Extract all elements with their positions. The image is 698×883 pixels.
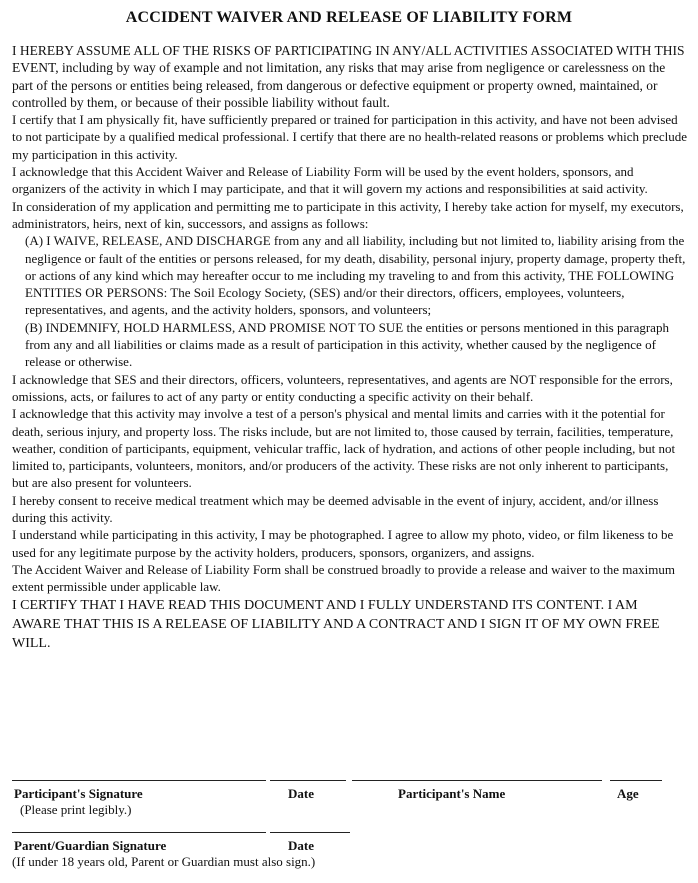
participant-signature-line[interactable]: [12, 780, 266, 781]
paragraph-photograph: I understand while participating in this activity, I may be photographed. I agree to allow my photo, video, or film likeness to be used for any legitimate purpose by the activity holders, producers, sponsors, organizers, and assigns.: [12, 527, 674, 560]
paragraph-medical-consent: I hereby consent to receive medical treatment which may be deemed advisable in the event of injury, accident, and/or illness during this activity.: [12, 492, 659, 526]
participant-signature-label: Participant's Signature: [14, 786, 143, 801]
paragraph-indemnify: (B) INDEMNIFY, HOLD HARMLESS, AND PROMISE NOT TO SUE the entities or persons mentioned in this paragraph from any and all liabilities or claims made as a result of participation in this activity, whether caused by the negligence of release or otherwise.: [25, 319, 669, 370]
form-title: ACCIDENT WAIVER AND RELEASE OF LIABILITY FORM: [125, 9, 573, 26]
paragraph-construed: The Accident Waiver and Release of Liability Form shall be construed broadly to provide a release and waiver to the maximum extent permissible under applicable law.: [12, 561, 675, 595]
paragraph-certify: I CERTIFY THAT I HAVE READ THIS DOCUMENT AND I FULLY UNDERSTAND ITS CONTENT. I AM AWARE THAT THIS IS A RELEASE OF LIABILITY AND A CONTRACT AND I SIGN IT OF MY OWN FREE WILL.: [12, 597, 660, 651]
participant-name-line[interactable]: [352, 780, 602, 781]
guardian-date-line[interactable]: [270, 832, 350, 833]
paragraph-acknowledge-form: I acknowledge that this Accident Waiver and Release of Liability Form will be used by the event holders, sponsors, and organizers of the activity in which I may participate, and that it will govern my actions and responsibilities at said activity.: [12, 164, 648, 197]
age-line[interactable]: [610, 780, 662, 781]
paragraph-risks: I acknowledge that this activity may involve a test of a person's physical and mental limits and carries with it the potential for death, serious injury, and property loss. The risks include, but are not limited to, those caused by terrain, facilities, temperature, weather, condition of participants, equipment, vehicular traffic, lack of hydration, and actions of other people including, but not limited to, participants, volunteers, monitors, and/or producers of the activity. These risks are not only inherent to participants, but are also present for volunteers.: [12, 406, 676, 491]
date-line[interactable]: [270, 780, 346, 781]
participant-name-label: Participant's Name: [398, 786, 506, 801]
guardian-signature-line[interactable]: [12, 832, 266, 833]
guardian-signature-label: Parent/Guardian Signature: [14, 838, 167, 853]
date-label: Date: [288, 786, 314, 801]
paragraph-consideration: In consideration of my application and permitting me to participate in this activity, I hereby take action for myself, my executors, administrators, heirs, next of kin, successors, and assigns as follows:: [12, 198, 684, 231]
guardian-note: (If under 18 years old, Parent or Guardian must also sign.): [12, 854, 316, 869]
paragraph-physically-fit: I certify that I am physically fit, have sufficiently prepared or trained for participation in this activity, and have not been advised to not participate by a qualified medical professional. I certify that there are no health-related reasons or problems which preclude my participation in this activity.: [12, 112, 688, 162]
age-label: Age: [617, 786, 639, 801]
form-body: [12, 42, 688, 653]
paragraph-waive-release: (A) I WAIVE, RELEASE, AND DISCHARGE from any and all liability, including but not limited to, liability arising from the negligence or fault of the entities or persons released, for my death, disability, personal injury, property damage, property theft, or actions of any kind which may hereafter occur to me including my traveling to and from this activity, THE FOLLOWING ENTITIES OR PERSONS: The Soil Ecology Society, (SES) and/or their directors, officers, employees, volunteers, representatives, and agents, and the activity holders, sponsors, and volunteers;: [25, 233, 686, 318]
guardian-date-label: Date: [288, 838, 314, 853]
paragraph-ses-not-responsible: I acknowledge that SES and their directors, officers, volunteers, representatives, and agents are NOT responsible for the errors, omissions, acts, or failures to act of any party or entity conducting a specific activity on their behalf.: [12, 371, 673, 404]
paragraph-assume-risks: I HEREBY ASSUME ALL OF THE RISKS OF PARTICIPATING IN ANY/ALL ACTIVITIES ASSOCIATED WITH THIS EVENT, including by way of example and not limitation, any risks that may arise from negligence or carelessness on the part of the persons or entities being released, from dangerous or defective equipment or property owned, maintained, or controlled by them, or because of their possible liability without fault.: [12, 43, 685, 110]
print-note: (Please print legibly.): [20, 802, 132, 817]
